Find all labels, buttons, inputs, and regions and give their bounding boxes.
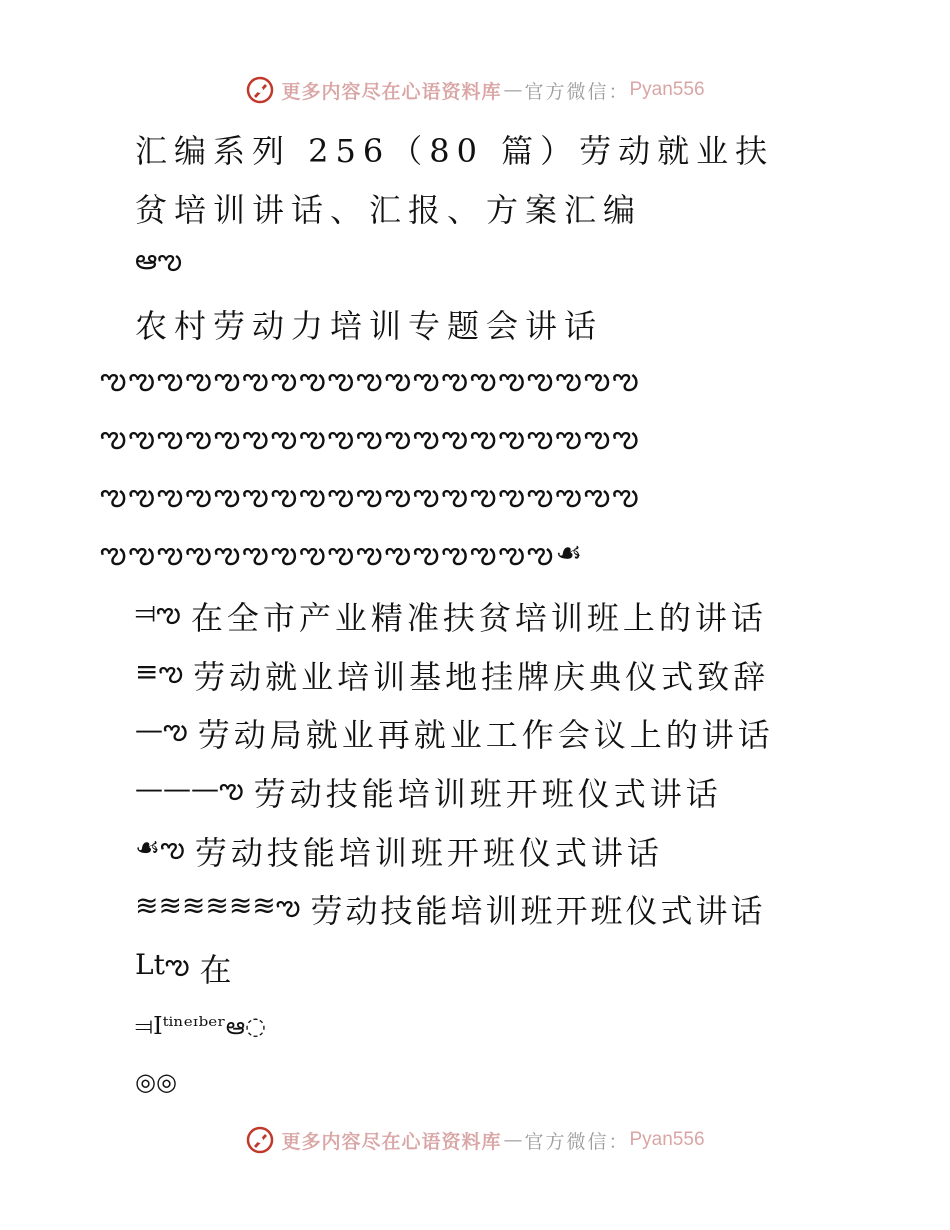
toc-marker: ≡ఌ [135,655,184,688]
toc-item [135,710,774,756]
toc-item [135,945,236,991]
toc-item [135,652,769,698]
document-title-line2: 贫培训讲话、汇报、方案汇编 [135,191,643,229]
toc-text: 在全市产业精准扶贫培训班上的讲话 [190,599,767,637]
toc-marker: ———ఌ [135,772,244,805]
document-title-line1: 汇编系列 256（80 篇）劳动就业扶 [135,132,775,170]
quill-logo-icon [245,1125,275,1155]
subtitle: 农村劳动力培训专题会讲话 [135,307,604,345]
ornament-row: ఌఌఌఌఌఌఌఌఌఌఌఌఌఌఌఌ☙ [100,536,585,571]
wechat-label: 官方微信： [524,80,630,103]
toc-text: 劳动技能培训班开班仪式讲话 [194,834,663,872]
misc-line: ◎◎ [135,1068,177,1096]
toc-marker: Ltఌ [135,948,190,981]
banner-separator: — [503,1129,523,1151]
toc-marker: ≋≋≋≋≋≋ఌ [135,889,301,922]
brand-text: 更多内容尽在心语资料库 [281,1130,502,1153]
toc-marker: ☙ఌ [135,831,185,864]
toc-marker: ⫤ఌ [135,596,181,629]
toc-item [135,593,767,639]
toc-item [135,886,765,932]
quill-logo-icon [245,75,275,105]
wechat-account: Pyan556 [629,79,705,100]
ornament-row: ఌఌఌఌఌఌఌఌఌఌఌఌఌఌఌఌఌఌఌ [100,478,641,513]
banner-separator: — [503,79,523,101]
toc-text: 劳动局就业再就业工作会议上的讲话 [197,716,774,754]
wechat-account: Pyan556 [629,1129,705,1150]
ornament-row: ఌఌఌఌఌఌఌఌఌఌఌఌఌఌఌఌఌఌఌ [100,362,641,397]
wechat-label: 官方微信： [524,1130,630,1153]
toc-marker: —ఌ [135,713,188,746]
header-banner [0,70,950,110]
brand-text: 更多内容尽在心语资料库 [281,80,502,103]
ornament-short: ఆఌ [135,243,183,276]
toc-text: 劳动就业培训基地挂牌庆典仪式致辞 [193,658,770,696]
toc-text: 劳动技能培训班开班仪式讲话 [310,892,766,930]
toc-item [135,828,663,874]
toc-text: 在 [199,951,236,989]
footer-banner [0,1120,950,1160]
toc-text: 劳动技能培训班开班仪式讲话 [253,775,722,813]
toc-item [135,769,722,815]
ornament-row: ఌఌఌఌఌఌఌఌఌఌఌఌఌఌఌఌఌఌఌ [100,420,641,455]
misc-line: ⫤Iᵗⁱⁿᵉᶦᵇᵉʳఆ◌ [135,1012,266,1040]
